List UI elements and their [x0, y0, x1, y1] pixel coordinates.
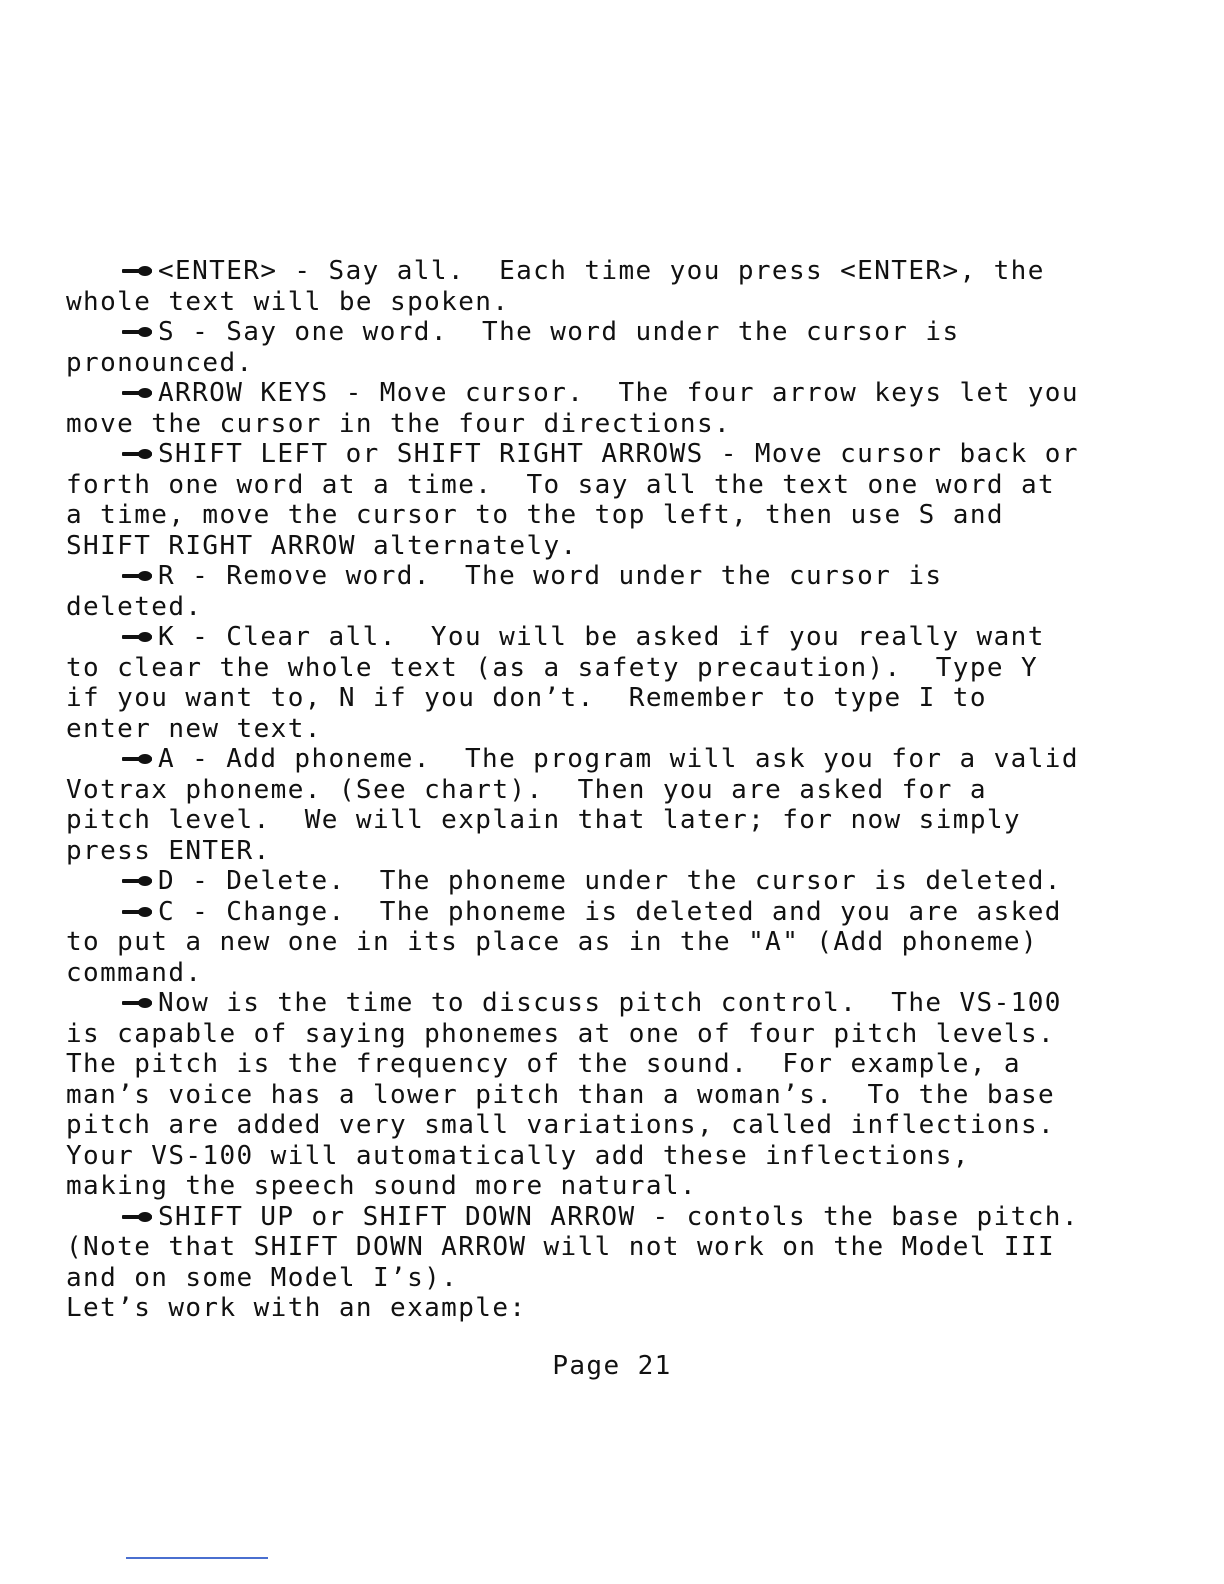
- line-text: enter new text.: [66, 713, 322, 744]
- line-text: (Note that SHIFT DOWN ARROW will not work on the Model III: [66, 1232, 1056, 1262]
- text-line: [66, 1019, 1176, 1050]
- command-line: [66, 988, 1176, 1019]
- line-text: if you want to, N if you don’t. Remember to type I to: [66, 683, 987, 713]
- line-text: a time, move the cursor to the top left, then use S and: [66, 500, 1004, 530]
- text-line: [66, 1232, 1176, 1263]
- arrow-bullet-icon: [120, 622, 158, 652]
- line-text: Now is the time to discuss pitch control. The VS-100: [158, 988, 1062, 1018]
- line-text: S - Say one word. The word under the cursor is: [158, 317, 960, 347]
- text-line: [66, 958, 1176, 989]
- line-text: D - Delete. The phoneme under the cursor is deleted.: [158, 866, 1062, 896]
- line-text: making the speech sound more natural.: [66, 1171, 697, 1201]
- arrow-bullet-icon: [120, 744, 158, 774]
- text-line: [66, 1263, 1176, 1294]
- line-text: to clear the whole text (as a safety precaution). Type Y: [66, 652, 1039, 683]
- text-line: [66, 470, 1176, 501]
- command-line: [66, 622, 1176, 653]
- command-line: [66, 317, 1176, 348]
- text-line: [66, 1049, 1176, 1080]
- line-text: and on some Model I’s).: [66, 1262, 459, 1293]
- text-line: [66, 592, 1176, 623]
- line-text: The pitch is the frequency of the sound. For example, a: [66, 1049, 1021, 1079]
- line-text: <ENTER> - Say all. Each time you press <ENTER>, the: [158, 256, 1045, 286]
- line-text: is capable of saying phonemes at one of four pitch levels.: [66, 1018, 1056, 1049]
- line-text: R - Remove word. The word under the cursor is: [158, 561, 943, 591]
- text-line: [66, 409, 1176, 440]
- text-line: [66, 1110, 1176, 1141]
- line-text: command.: [66, 957, 203, 988]
- text-line: [66, 775, 1176, 806]
- text-line: [66, 1080, 1176, 1111]
- arrow-bullet-icon: [120, 317, 158, 347]
- text-line: [66, 805, 1176, 836]
- line-text: whole text will be spoken.: [66, 286, 510, 317]
- text-line: [66, 531, 1176, 562]
- line-text: deleted.: [66, 591, 203, 622]
- line-text: man’s voice has a lower pitch than a woman’s. To the base: [66, 1079, 1056, 1110]
- text-line: [66, 927, 1176, 958]
- line-text: K - Clear all. You will be asked if you really want: [158, 622, 1045, 652]
- line-text: forth one word at a time. To say all the text one word at: [66, 469, 1056, 500]
- line-text: pitch are added very small variations, called inflections.: [66, 1110, 1056, 1140]
- line-text: SHIFT LEFT or SHIFT RIGHT ARROWS - Move cursor back or: [158, 439, 1079, 469]
- line-text: Votrax phoneme. (See chart). Then you are asked for a: [66, 774, 987, 805]
- arrow-bullet-icon: [120, 561, 158, 591]
- page-number: Page 21: [552, 1351, 672, 1381]
- command-line: [66, 744, 1176, 775]
- text-line: [66, 714, 1176, 745]
- line-text: C - Change. The phoneme is deleted and you are asked: [158, 896, 1062, 927]
- text-line: [66, 348, 1176, 379]
- arrow-bullet-icon: [120, 378, 158, 408]
- line-text: press ENTER.: [66, 835, 271, 866]
- line-text: SHIFT RIGHT ARROW alternately.: [66, 530, 578, 561]
- text-line: [66, 683, 1176, 714]
- text-line: [66, 1293, 1176, 1324]
- command-line: [66, 1202, 1176, 1233]
- line-text: Let’s work with an example:: [66, 1293, 527, 1323]
- text-line: [66, 1141, 1176, 1172]
- command-line: [66, 866, 1176, 897]
- arrow-bullet-icon: [120, 256, 158, 286]
- arrow-bullet-icon: [120, 1202, 158, 1232]
- footer-rule: [126, 1557, 268, 1559]
- arrow-bullet-icon: [120, 988, 158, 1018]
- arrow-bullet-icon: [120, 439, 158, 469]
- line-text: pitch level. We will explain that later; for now simply: [66, 805, 1021, 835]
- line-text: to put a new one in its place as in the "A" (Add phoneme): [66, 927, 1039, 957]
- line-text: pronounced.: [66, 347, 254, 378]
- text-line: [66, 1171, 1176, 1202]
- line-text: Your VS-100 will automatically add these inflections,: [66, 1140, 970, 1171]
- body-text: [66, 256, 1176, 1324]
- line-text: move the cursor in the four directions.: [66, 408, 732, 439]
- text-line: [66, 287, 1176, 318]
- arrow-bullet-icon: [120, 897, 158, 927]
- command-line: [66, 561, 1176, 592]
- command-line: [66, 378, 1176, 409]
- text-line: [66, 836, 1176, 867]
- command-line: [66, 256, 1176, 287]
- command-line: [66, 897, 1176, 928]
- arrow-bullet-icon: [120, 866, 158, 896]
- text-line: [66, 653, 1176, 684]
- command-line: [66, 439, 1176, 470]
- line-text: A - Add phoneme. The program will ask you for a valid: [158, 744, 1079, 774]
- line-text: ARROW KEYS - Move cursor. The four arrow keys let you: [158, 378, 1079, 408]
- text-line: [66, 500, 1176, 531]
- line-text: SHIFT UP or SHIFT DOWN ARROW - contols the base pitch.: [158, 1201, 1079, 1232]
